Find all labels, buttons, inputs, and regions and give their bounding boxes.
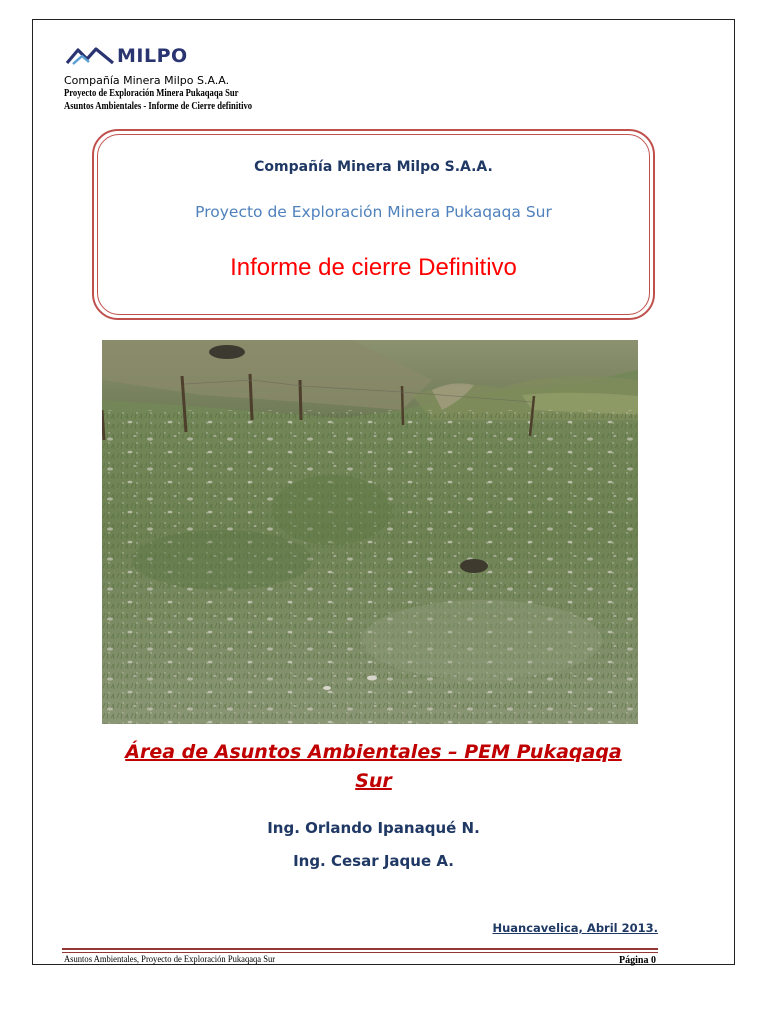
landscape-photo <box>102 340 638 724</box>
area-title-line2: Sur <box>355 770 392 792</box>
area-title-line1: Área de Asuntos Ambientales – PEM Pukaqaqa <box>125 741 622 763</box>
footer-rule-thin <box>62 952 658 953</box>
footer-rule <box>62 948 658 950</box>
place-date: Huancavelica, Abril 2013. <box>492 921 658 935</box>
header-company: Compañía Minera Milpo S.A.A. <box>64 74 230 87</box>
title-project: Proyecto de Exploración Minera Pukaqaqa Sur <box>195 203 552 221</box>
milpo-logo <box>65 44 188 68</box>
page-number: Página 0 <box>619 955 656 966</box>
title-company: Compañía Minera Milpo S.A.A. <box>254 159 493 175</box>
footer-left-text: Asuntos Ambientales, Proyecto de Exploración Pukaqaqa Sur <box>64 955 276 965</box>
engineer-2: Ing. Cesar Jaque A. <box>293 852 454 870</box>
landscape-photo-icon <box>102 340 638 724</box>
title-report: Informe de cierre Definitivo <box>230 254 517 281</box>
header-project: Proyecto de Exploración Minera Pukaqaqa Sur <box>64 88 239 99</box>
milpo-mountain-icon <box>65 45 115 67</box>
logo-text: MILPO <box>117 45 188 67</box>
header-subtitle: Asuntos Ambientales - Informe de Cierre definitivo <box>64 101 253 112</box>
area-title <box>92 738 655 796</box>
engineer-1: Ing. Orlando Ipanaqué N. <box>267 819 480 837</box>
